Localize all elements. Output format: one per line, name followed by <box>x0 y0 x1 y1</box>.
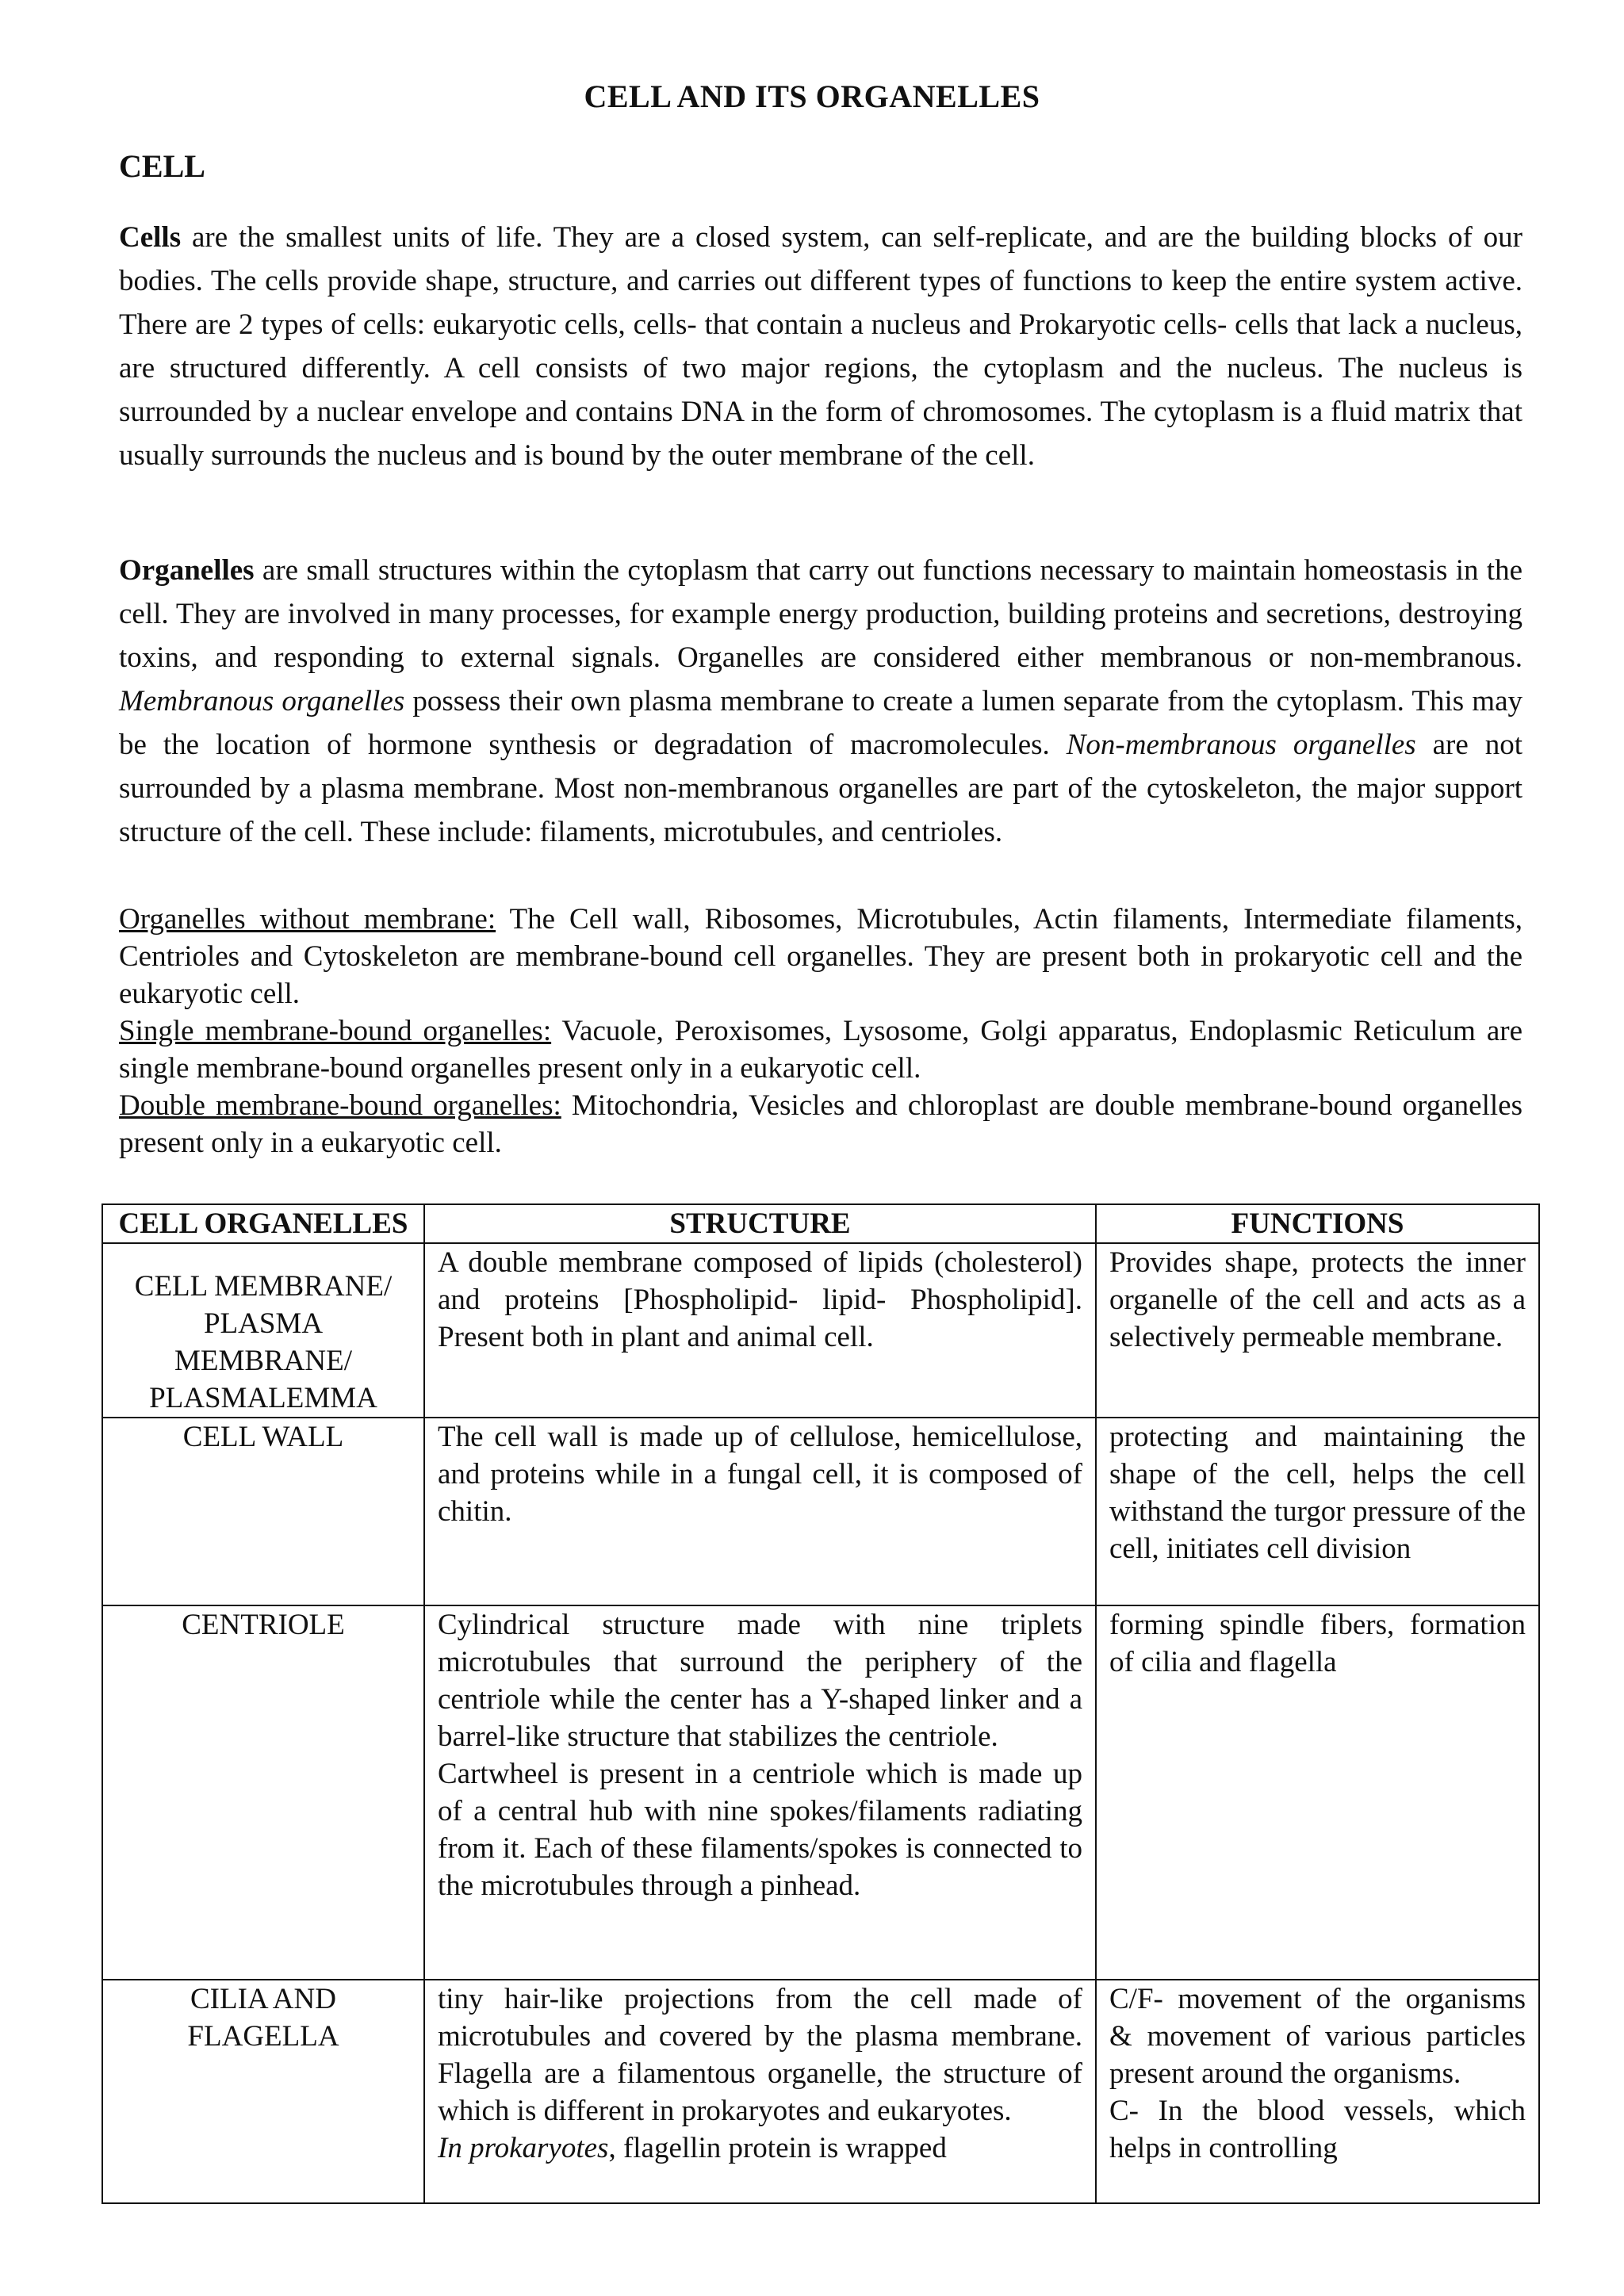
structure-cell <box>424 1243 1096 1418</box>
cells-term: Cells <box>119 221 182 254</box>
structure-cell <box>424 1980 1096 2203</box>
organelle-name-cell: CILIA AND FLAGELLA <box>102 1980 424 2203</box>
organelles-text-1: are small structures within the cytoplasm that carry out functions necessary to maintain homeostasis in the cell. They are involved in many processes, for example energy production, building proteins and secretions, destroying toxins, and responding to external signals. Organelles are considered either membranous or non-membranous. <box>119 554 1522 674</box>
cells-text: are the smallest units of life. They are a closed system, can self-replicate, and are the building blocks of our bodies. The cells provide shape, structure, and carries out different types of functions to keep the entire system active. There are 2 types of cells: eukaryotic cells, cells- that contain a nucleus and Prokaryotic cells- cells that lack a nucleus, are structured differently. A cell consists of two major regions, the cytoplasm and the nucleus. The nucleus is surrounded by a nuclear envelope and contains DNA in the form of chromosomes. The cytoplasm is a fluid matrix that usually surrounds the nucleus and is bound by the outer membrane of the cell. <box>119 221 1522 472</box>
header-cell-structure: STRUCTURE <box>424 1204 1096 1243</box>
definition-text: The Cell wall, Ribosomes, Microtubules, Actin filaments, Intermediate filaments, Centrioles and Cytoskeleton are membrane-bound cell organelles. They are present both in prokaryotic cell and the eukaryotic cell. <box>119 903 1522 1010</box>
functions-text: forming spindle fibers, formation of cilia and flagella <box>1109 1609 1526 1678</box>
non-membranous-term: Non-membranous organelles <box>1066 729 1416 761</box>
structure-text-prokaryotes <box>438 2130 1082 2167</box>
page-title: CELL AND ITS ORGANELLES <box>584 78 1040 114</box>
functions-cell <box>1096 1980 1539 2203</box>
organelles-term: Organelles <box>119 554 255 587</box>
structure-tail: , flagellin protein is wrapped <box>608 2132 947 2164</box>
table-row <box>102 1418 1539 1605</box>
definition-label: Organelles without membrane: <box>119 903 496 936</box>
definition-text: Vacuole, Peroxisomes, Lysosome, Golgi apparatus, Endoplasmic Reticulum are single membrane-bound organelles present only in a eukaryotic cell. <box>119 1015 1522 1085</box>
organelle-name-cell: CENTRIOLE <box>102 1605 424 1980</box>
organelle-definitions <box>119 901 1522 1161</box>
membranous-term: Membranous organelles <box>119 685 405 718</box>
table-header-row <box>102 1204 1539 1243</box>
header-cell-functions: FUNCTIONS <box>1096 1204 1539 1243</box>
organelles-paragraph <box>119 549 1522 854</box>
functions-cell <box>1096 1418 1539 1605</box>
definition-text: Mitochondria, Vesicles and chloroplast are double membrane-bound organelles present only in a eukaryotic cell. <box>119 1089 1522 1159</box>
structure-text: Cartwheel is present in a centriole which is made up of a central hub with nine spokes/filaments radiating from it. Each of these filaments/spokes is connected to the microtubules through a pinhead. <box>438 1758 1082 1902</box>
structure-text: Cylindrical structure made with nine triplets microtubules that surround the periphery of the centriole while the center has a Y-shaped linker and a barrel-like structure that stabilizes the centriole. <box>438 1609 1082 1753</box>
prokaryotes-term: In prokaryotes <box>438 2132 609 2164</box>
organelles-text-2: possess their own plasma membrane to create a lumen separate from the cytoplasm. This may be the location of hormone synthesis or degradation of macromolecules. <box>119 685 1522 761</box>
organelles-table <box>102 1203 1540 2204</box>
definition-single-membrane <box>119 1012 1522 1087</box>
section-heading-cell: CELL <box>119 148 205 184</box>
organelle-name-cell: CELL WALL <box>102 1418 424 1605</box>
structure-text: tiny hair-like projections from the cell made of microtubules and covered by the plasma membrane. Flagella are a filamentous organelle, the structure of which is different in prokaryotes and eukaryotes. <box>438 1983 1082 2127</box>
table-row <box>102 1605 1539 1980</box>
definition-double-membrane <box>119 1087 1522 1161</box>
structure-cell <box>424 1605 1096 1980</box>
structure-cell <box>424 1418 1096 1605</box>
structure-text: A double membrane composed of lipids (cholesterol) and proteins [Phospholipid- lipid- Phospholipid]. Present both in plant and animal cell. <box>438 1246 1082 1353</box>
definition-label: Double membrane-bound organelles: <box>119 1089 561 1122</box>
functions-cell <box>1096 1243 1539 1418</box>
table-row <box>102 1243 1539 1418</box>
functions-text: C/F- movement of the organisms & movement of various particles present around the organisms. <box>1109 1983 1526 2090</box>
definition-without-membrane <box>119 901 1522 1012</box>
functions-text: protecting and maintaining the shape of the cell, helps the cell withstand the turgor pressure of the cell, initiates cell division <box>1109 1421 1526 1565</box>
header-cell-organelles: CELL ORGANELLES <box>102 1204 424 1243</box>
functions-cell <box>1096 1605 1539 1980</box>
functions-text: Provides shape, protects the inner organelle of the cell and acts as a selectively permeable membrane. <box>1109 1246 1526 1353</box>
table-row <box>102 1980 1539 2203</box>
cells-paragraph <box>119 216 1522 477</box>
organelle-name-cell: CELL MEMBRANE/ PLASMA MEMBRANE/ PLASMALEMMA <box>102 1243 424 1418</box>
structure-text: The cell wall is made up of cellulose, hemicellulose, and proteins while in a fungal cell, it is composed of chitin. <box>438 1421 1082 1528</box>
organelles-text-3: are not surrounded by a plasma membrane. Most non-membranous organelles are part of the cytoskeleton, the major support structure of the cell. These include: filaments, microtubules, and centrioles. <box>119 729 1522 848</box>
functions-text: C- In the blood vessels, which helps in controlling <box>1109 2095 1526 2164</box>
definition-label: Single membrane-bound organelles: <box>119 1015 552 1047</box>
